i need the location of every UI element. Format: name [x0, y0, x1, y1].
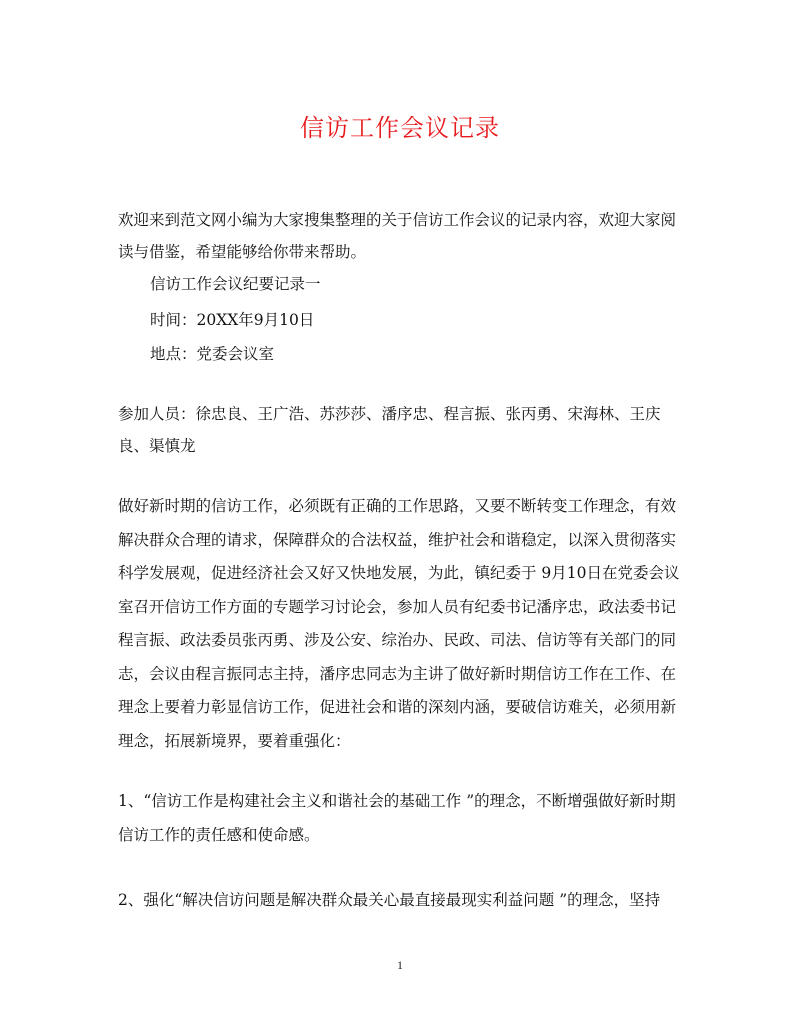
intro-paragraph: 欢迎来到范文网小编为大家搜集整理的关于信访工作会议的记录内容，欢迎大家阅读与借鉴，希望能够给你带来帮助。: [118, 211, 677, 261]
page-number: 1: [397, 958, 403, 972]
attendees-paragraph: 参加人员：徐忠良、王广浩、苏莎莎、潘序忠、程言振、张丙勇、宋海林、王庆良、渠慎龙: [118, 405, 661, 455]
meeting-place: 地点：党委会议室: [150, 345, 275, 363]
body-paragraph: 做好新时期的信访工作，必须既有正确的工作思路，又要不断转变工作理念，有效解决群众合理的请求，保障群众的合法权益，维护社会和谐稳定，以深入贯彻落实科学发展观，促进经济社会又好又快地发展，为此，镇纪委于 9月10日在党委会议室召开信访工作方面的专题学习讨论会，参加人员有纪委书记潘序忠，政法委书记程言振、政法委员张丙勇、涉及公安、综治办、民政、司法、信访等有关部门的同志，会议由程言振同志主持，潘序忠同志为主讲了做好新时期信访工作在工作、在理念上要着力彰显信访工作，促进社会和谐的深刻内涵，要破信访难关，必须用新理念，拓展新境界，要着重强化：: [118, 497, 680, 750]
record-heading: 信访工作会议纪要记录一: [150, 275, 321, 293]
point-2-paragraph: 2、强化“解决信访问题是解决群众最关心最直接最现实利益问题 ”的理念，坚持: [118, 891, 661, 909]
page-title: 信访工作会议记录: [300, 114, 500, 142]
meeting-time: 时间：20XX年9月10日: [150, 311, 315, 329]
point-1-paragraph: 1、“信访工作是构建社会主义和谐社会的基础工作 ”的理念，不断增强做好新时期信访工作的责任感和使命感。: [118, 792, 676, 844]
